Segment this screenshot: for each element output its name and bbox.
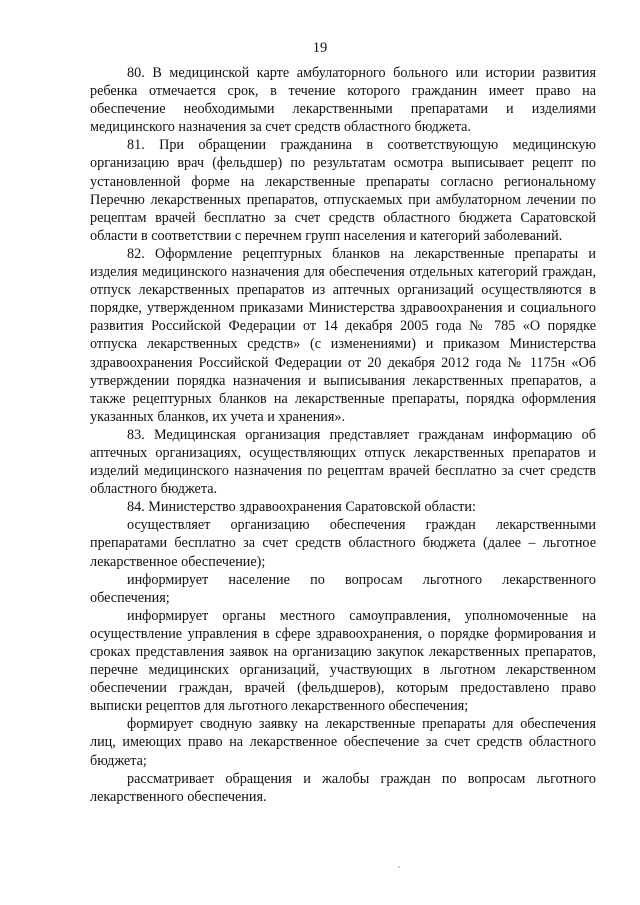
document-body — [90, 64, 596, 806]
paragraph-82: 82. Оформление рецептурных бланков на лекарственные препараты и изделия медицинского назначения для обеспечения отдельных категорий граждан, отпуск лекарственных препаратов из аптечных организаций осуществляются в порядке, утвержденном приказами Министерства здравоохранения и социального развития Российской Федерации от 14 декабря 2005 года № 785 «О порядке отпуска лекарственных средств» (с изменениями) и приказом Министерства здравоохранения Российской Федерации от 20 декабря 2012 года № 1175н «Об утверждении порядка назначения и выписывания лекарственных препаратов, а также рецептурных бланков на лекарственные препараты, порядка оформления указанных бланков, их учета и хранения». — [90, 245, 596, 425]
paragraph-84-item-inform-population: информирует население по вопросам льготного лекарственного обеспечения; — [90, 571, 596, 606]
scan-speck — [398, 866, 400, 868]
paragraph-84: 84. Министерство здравоохранения Саратовской области: — [127, 499, 476, 516]
paragraph-84-item-complaints: рассматривает обращения и жалобы граждан по вопросам льготного лекарственного обеспечения. — [90, 770, 596, 805]
paragraph-84-item-inform-authorities: информирует органы местного самоуправления, уполномоченные на осуществление управления в сфере здравоохранения, о порядке формирования и сроках представления заявок на организацию закупок лекарственных препаратов, перечне медицинских организаций, участвующих в льготном лекарственном обеспечении граждан, врачей (фельдшеров), которым предоставлено право выписки рецептов для льготного лекарственного обеспечения; — [90, 607, 596, 715]
paragraph-84-item-summary-request: формирует сводную заявку на лекарственные препараты для обеспечения лиц, имеющих право на лекарственное обеспечение за счет средств областного бюджета; — [90, 716, 596, 769]
paragraph-81: 81. При обращении гражданина в соответствующую медицинскую организацию врач (фельдшер) по результатам осмотра выписывает рецепт по установленной форме на лекарственные препараты согласно региональному Перечню лекарственных препаратов, отпускаемых при амбулаторном лечении по рецептам врачей бесплатно за счет средств областного бюджета Саратовской области в соответствии с перечнем групп населения и категорий заболеваний. — [90, 137, 596, 244]
paragraph-83: 83. Медицинская организация представляет гражданам информацию об аптечных организациях, осуществляющих отпуск лекарственных препаратов и изделий медицинского назначения по рецептам врачей бесплатно за счет средств областного бюджета. — [90, 426, 596, 498]
paragraph-80: 80. В медицинской карте амбулаторного больного или истории развития ребенка отмечается срок, в течение которого гражданин имеет право на обеспечение необходимыми лекарственными препаратами и изделиями медицинского назначения за счет средств областного бюджета. — [90, 65, 596, 136]
page-number: 19 — [312, 40, 328, 56]
paragraph-84-item-organization: осуществляет организацию обеспечения граждан лекарственными препаратами бесплатно за счет средств областного бюджета (далее – льготное лекарственное обеспечение); — [90, 517, 596, 570]
